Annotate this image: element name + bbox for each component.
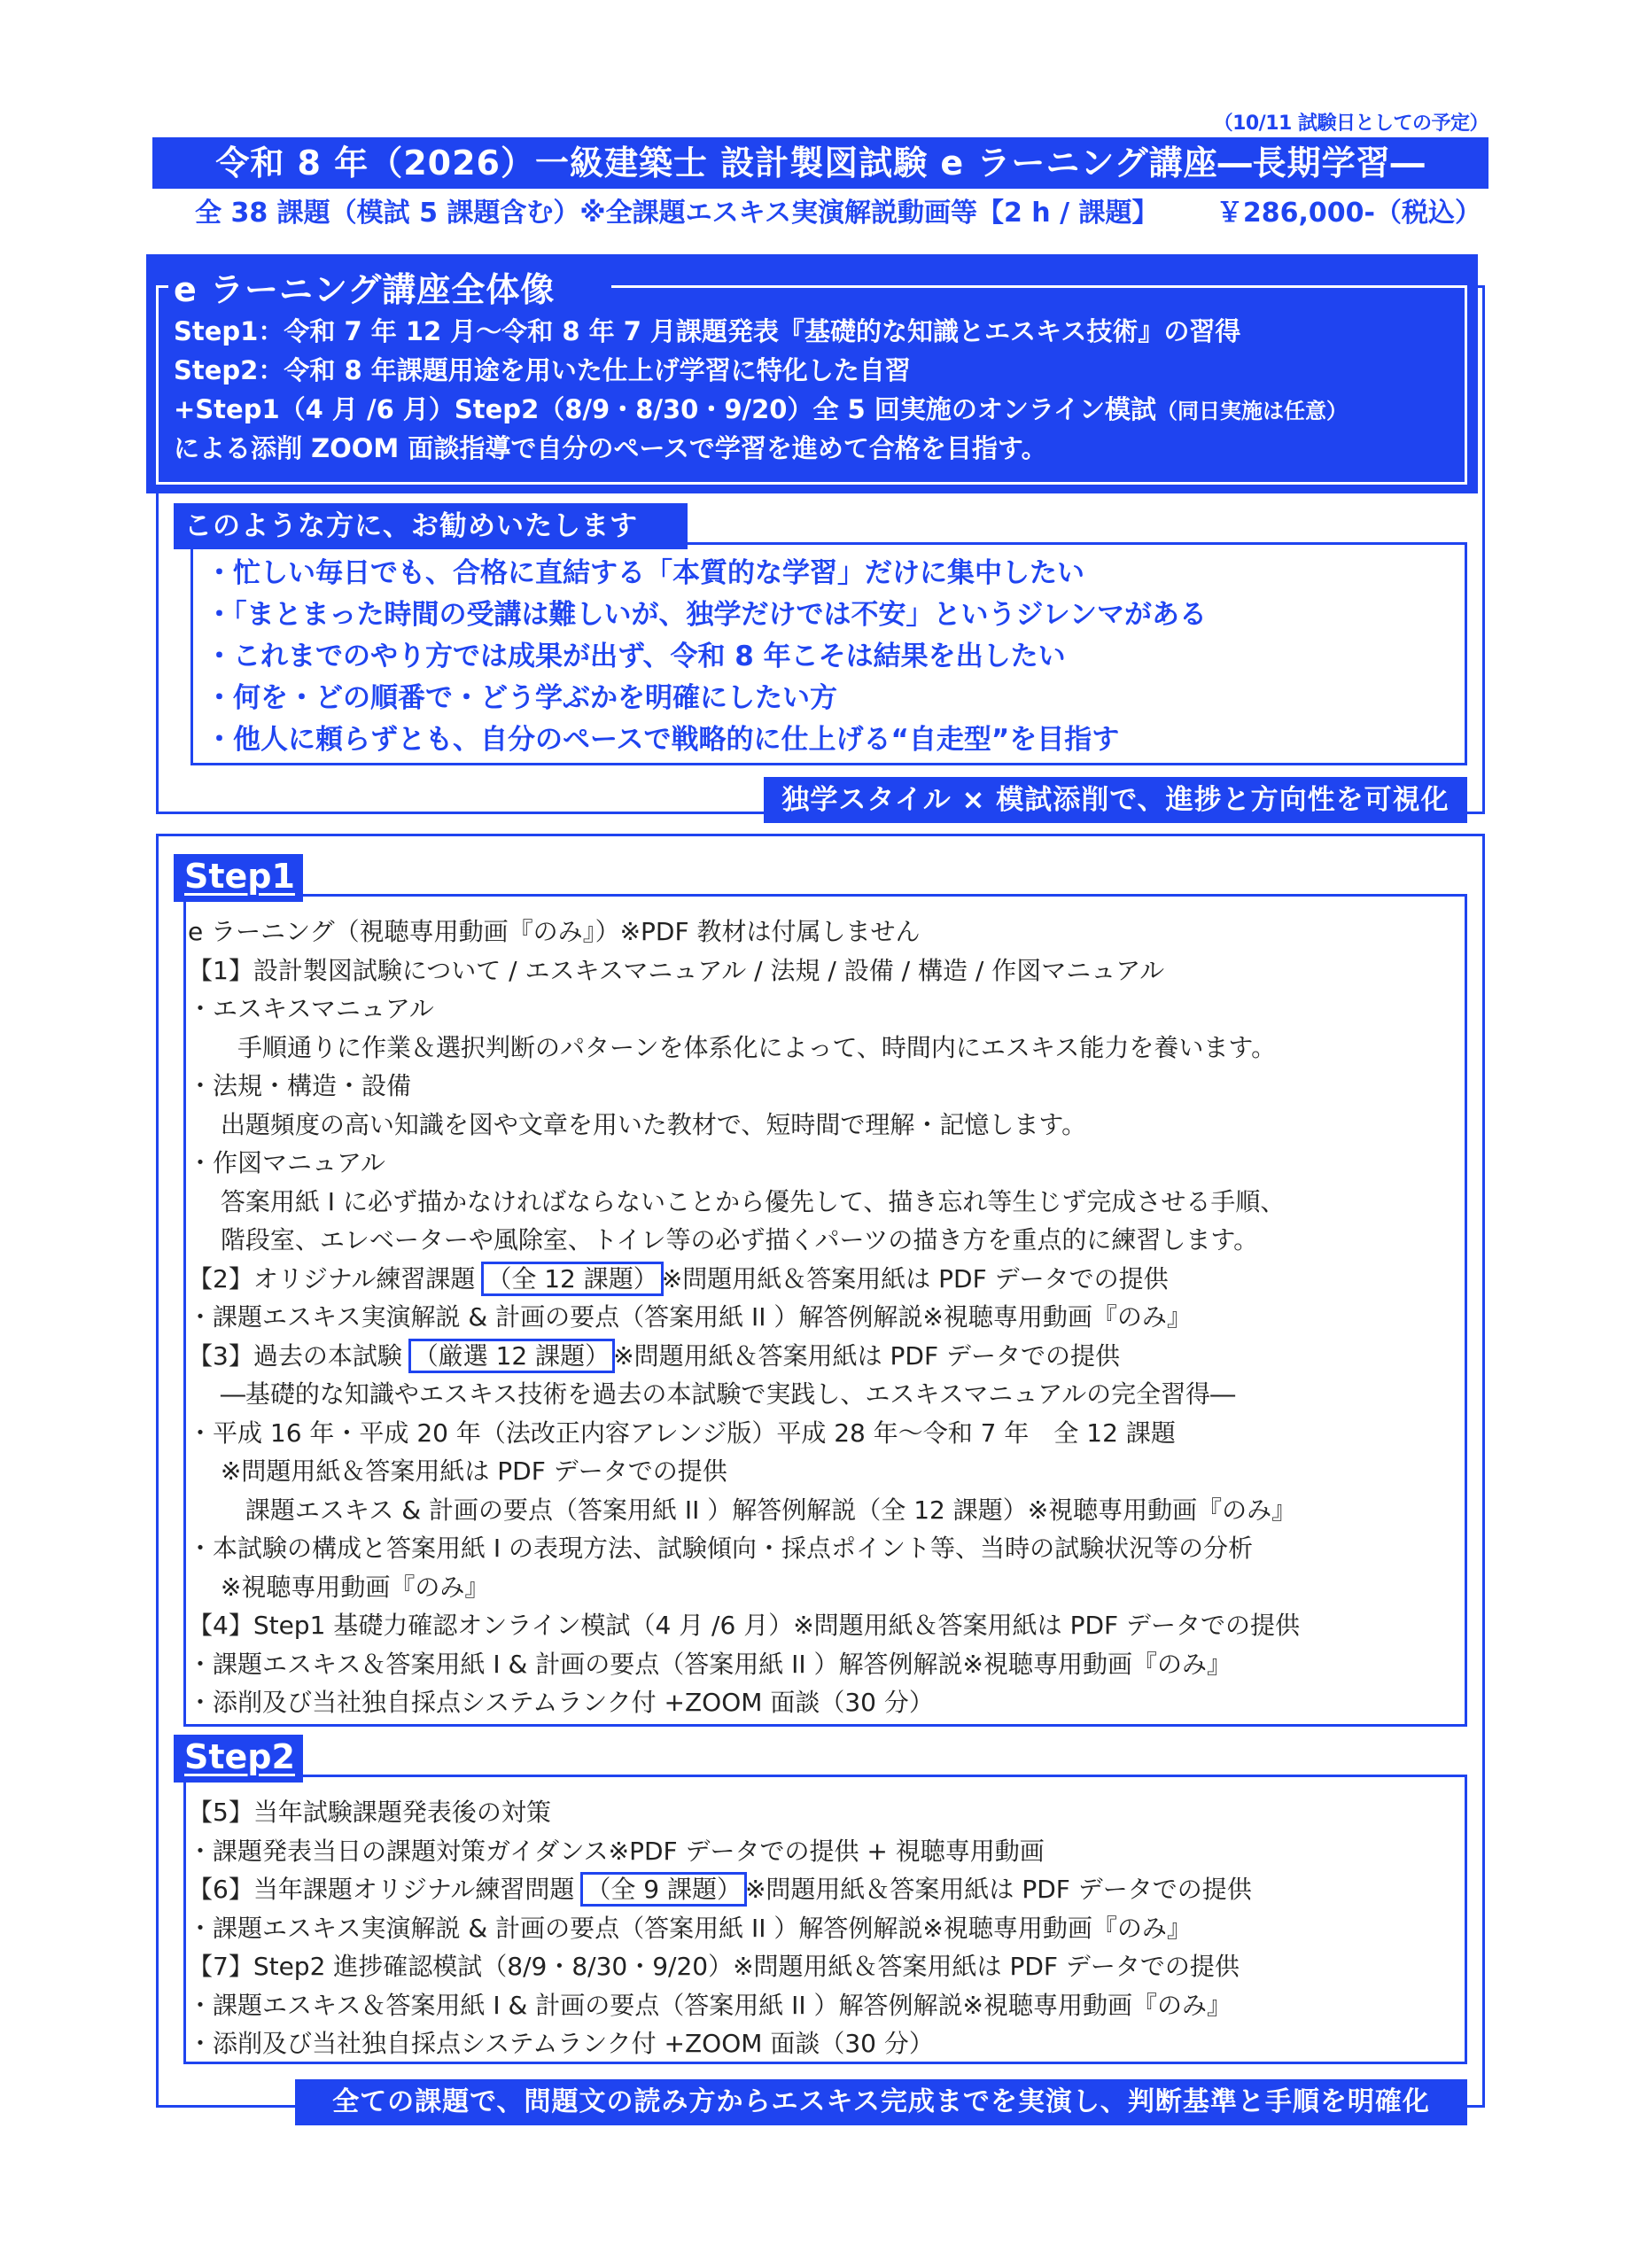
content-line	[188, 951, 1300, 990]
line-text-suffix: ※問題用紙＆答案用紙は PDF データでの提供	[661, 1263, 1169, 1293]
content-line	[188, 1298, 1300, 1337]
line-text-suffix: ※問題用紙＆答案用紙は PDF データでの提供	[613, 1340, 1120, 1371]
overview-heading: e ラーニング講座全体像	[174, 270, 556, 309]
recommend-tag: このような方に、お勧めいたします	[174, 503, 688, 549]
line-text: ※視聴専用動画『のみ』	[188, 1572, 490, 1602]
line-text: ・作図マニュアル	[188, 1148, 385, 1177]
content-line	[188, 1067, 1300, 1106]
overview-line: による添削 ZOOM 面談指導で自分のペースで学習を進めて合格を目指す。	[174, 433, 1047, 463]
line-text: 答案用紙 I に必ず描かなければならないことから優先して、描き忘れ等生じず完成させる手順、	[188, 1186, 1286, 1216]
line-text: 【5】当年試験課題発表後の対策	[188, 1798, 551, 1827]
overview-line: Step1：令和 7 年 12 月～令和 8 年 7 月課題発表『基礎的な知識とエスキス技術』の習得	[174, 316, 1241, 346]
content-line	[188, 1793, 1252, 1832]
content-line	[188, 1947, 1252, 1986]
content-line	[188, 1870, 1252, 1909]
content-line	[188, 2024, 1252, 2063]
content-line	[188, 1986, 1252, 2025]
line-text: ・平成 16 年・平成 20 年（法改正内容アレンジ版）平成 28 年～令和 7 年 全 12 課題	[188, 1418, 1176, 1448]
content-line	[188, 1183, 1300, 1222]
line-text: ・課題エスキス実演解説 & 計画の要点（答案用紙 II ）解答例解説※視聴専用動画『のみ』	[188, 1302, 1192, 1332]
list-item: ・何を・どの順番で・どう学ぶかを明確にしたい方	[206, 682, 837, 714]
line-text: 課題エスキス & 計画の要点（答案用紙 II ）解答例解説（全 12 課題）※視聴専用動画『のみ』	[188, 1495, 1297, 1525]
line-text: ・エスキスマニュアル	[188, 994, 434, 1023]
overview-frame-top	[611, 285, 1467, 288]
content-line	[188, 1375, 1300, 1414]
list-item: ・これまでのやり方では成果が出ず、令和 8 年こそは結果を出したい	[206, 641, 1066, 672]
price: ￥286,000-（税込）	[1216, 198, 1481, 229]
content-line	[188, 1260, 1300, 1299]
content-line	[188, 1909, 1252, 1948]
content-line	[188, 1414, 1300, 1453]
content-line	[188, 913, 1300, 951]
overview-text	[174, 312, 1348, 468]
content-line	[188, 1221, 1300, 1260]
highlight-count-box: （厳選 12 課題）	[408, 1339, 615, 1373]
page-title: 令和 8 年（2026）一級建築士 設計製図試験 e ラーニング講座―長期学習―	[152, 137, 1488, 189]
course-summary	[152, 193, 1488, 234]
line-text: 出題頻度の高い知識を図や文章を用いた教材で、短時間で理解・記憶します。	[188, 1109, 1087, 1139]
line-text: e ラーニング（視聴専用動画『のみ』）※PDF 教材は付属しません	[188, 917, 921, 946]
content-line	[188, 990, 1300, 1029]
recommend-list	[206, 553, 1207, 761]
line-text: 階段室、エレベーターや風除室、トイレ等の必ず描くパーツの描き方を重点的に練習します。	[188, 1225, 1259, 1254]
step1-content	[188, 913, 1300, 1722]
line-text: ・法規・構造・設備	[188, 1071, 412, 1100]
line-text: 【2】オリジナル練習課題	[188, 1263, 484, 1293]
line-text: ・本試験の構成と答案用紙 I の表現方法、試験傾向・採点ポイント等、当時の試験状況等の分析	[188, 1534, 1254, 1563]
line-text: 【3】過去の本試験	[188, 1340, 410, 1371]
content-line	[188, 1337, 1300, 1376]
line-text: ―基礎的な知識やエスキス技術を過去の本試験で実践し、エスキスマニュアルの完全習得―	[188, 1379, 1236, 1409]
overview-line: +Step1（4 月 /6 月）Step2（8/9・8/30・9/20）全 5 回実施のオンライン模試（同日実施は任意）	[174, 394, 1348, 424]
overview-note: （同日実施は任意）	[1155, 399, 1348, 423]
content-line	[188, 1452, 1300, 1491]
exam-date-note: （10/11 試験日としての予定）	[1213, 113, 1488, 135]
step2-tag: Step2	[174, 1735, 303, 1783]
line-text: ※問題用紙＆答案用紙は PDF データでの提供	[188, 1456, 727, 1486]
line-text: ・添削及び当社独自採点システムランク付 +ZOOM 面談（30 分）	[188, 2029, 934, 2058]
line-text: ・添削及び当社独自採点システムランク付 +ZOOM 面談（30 分）	[188, 1688, 934, 1717]
line-text-suffix: ※問題用紙＆答案用紙は PDF データでの提供	[744, 1875, 1252, 1904]
content-line	[188, 1606, 1300, 1645]
list-item: ・「まとまった時間の受講は難しいが、独学だけでは不安」というジレンマがある	[206, 599, 1207, 631]
line-text: ・課題発表当日の課題対策ガイダンス※PDF データでの提供 + 視聴専用動画	[188, 1836, 1045, 1866]
line-text: ・課題エスキス実演解説 & 計画の要点（答案用紙 II ）解答例解説※視聴専用動画『のみ』	[188, 1913, 1192, 1943]
list-item: ・忙しい毎日でも、合格に直結する「本質的な学習」だけに集中したい	[206, 557, 1084, 589]
line-text: ・課題エスキス＆答案用紙 I & 計画の要点（答案用紙 II ）解答例解説※視聴専用動画『のみ』	[188, 1990, 1232, 2020]
content-line	[188, 1144, 1300, 1183]
line-text: 【6】当年課題オリジナル練習問題	[188, 1875, 583, 1904]
highlight-count-box: （全 9 課題）	[580, 1872, 747, 1907]
line-text: 【1】設計製図試験について / エスキスマニュアル / 法規 / 設備 / 構造 / 作図マニュアル	[188, 955, 1165, 985]
content-line	[188, 1106, 1300, 1145]
content-line	[188, 1645, 1300, 1684]
line-text: ・課題エスキス＆答案用紙 I & 計画の要点（答案用紙 II ）解答例解説※視聴専用動画『のみ』	[188, 1649, 1232, 1679]
list-item: ・他人に頼らずとも、自分のペースで戦略的に仕上げる“自走型”を目指す	[206, 724, 1120, 756]
bottom-footer-banner: 全ての課題で、問題文の読み方からエスキス完成までを実演し、判断基準と手順を明確化	[295, 2079, 1467, 2125]
course-contents: 全 38 課題（模試 5 課題含む）※全課題エスキス実演解説動画等【2 h / 課題】	[195, 198, 1159, 229]
content-line	[188, 1568, 1300, 1607]
content-line	[188, 1683, 1300, 1722]
content-line	[188, 1832, 1252, 1871]
step2-content	[188, 1793, 1252, 2063]
content-line	[188, 1491, 1300, 1530]
overview-line: Step2：令和 8 年課題用途を用いた仕上げ学習に特化した自習	[174, 355, 911, 385]
content-line	[188, 1029, 1300, 1068]
content-line	[188, 1529, 1300, 1568]
highlight-count-box: （全 12 課題）	[481, 1262, 663, 1296]
step1-tag: Step1	[174, 854, 303, 902]
overview-frame-corner	[156, 285, 168, 288]
line-text: 【7】Step2 進捗確認模試（8/9・8/30・9/20）※問題用紙＆答案用紙は PDF データでの提供	[188, 1952, 1240, 1981]
line-text: 【4】Step1 基礎力確認オンライン模試（4 月 /6 月）※問題用紙＆答案用紙は PDF データでの提供	[188, 1611, 1301, 1640]
line-text: 手順通りに作業＆選択判断のパターンを体系化によって、時間内にエスキス能力を養います。	[188, 1032, 1277, 1062]
recommend-footer-banner: 独学スタイル × 模試添削で、進捗と方向性を可視化	[764, 777, 1467, 823]
